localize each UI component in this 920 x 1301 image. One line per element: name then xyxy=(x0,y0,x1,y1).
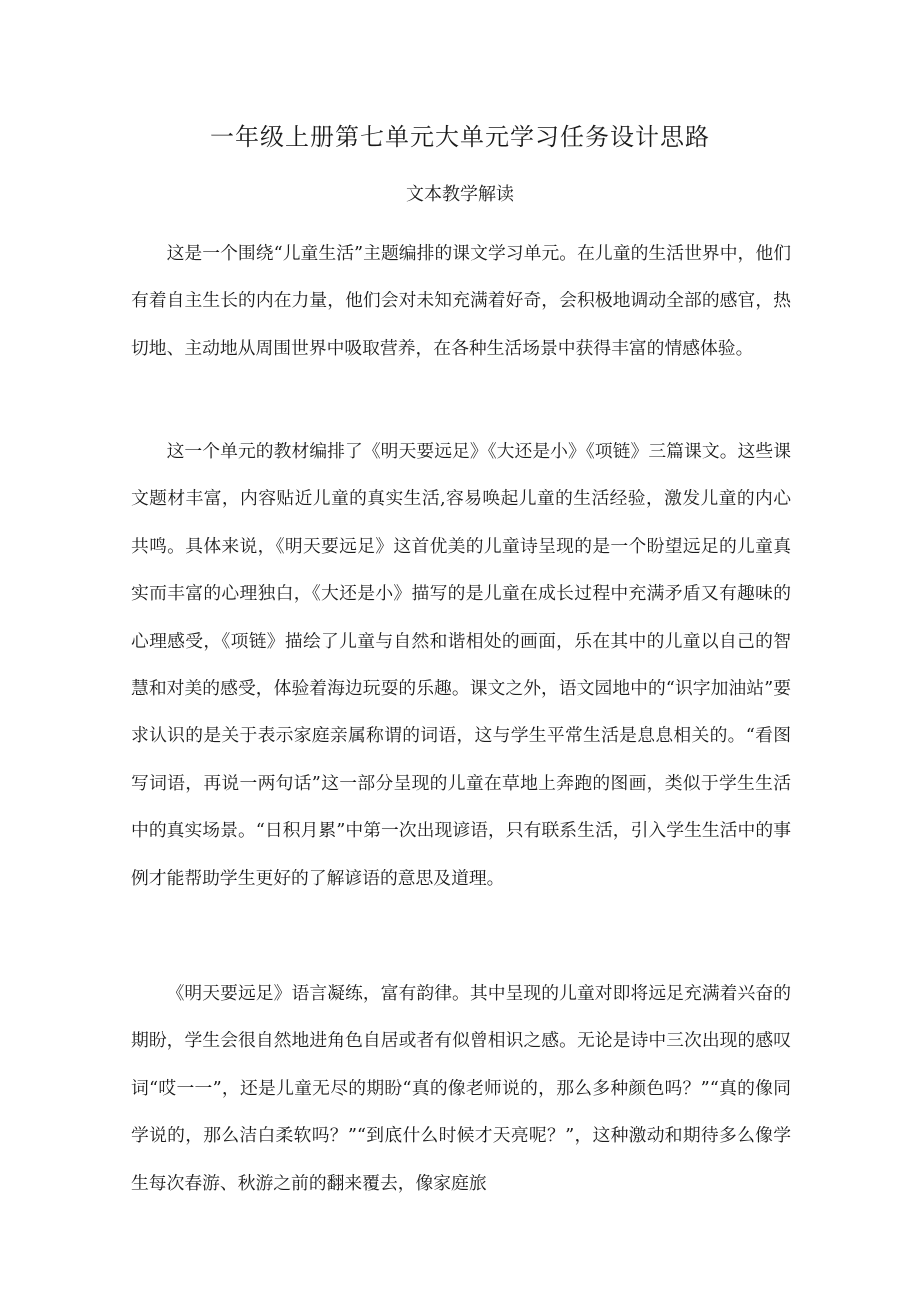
paragraph-1: 这是一个围绕“儿童生活”主题编排的课文学习单元。在儿童的生活世界中，他们有着自主生长的内在力量，他们会对未知充满着好奇，会积极地调动全部的感官，热切地、主动地从周围世界中吸取营养，在各种生活场景中获得丰富的情感体验。 xyxy=(131,243,791,359)
paragraph-3: 《明天要远足》语言凝练，富有韵律。其中呈现的儿童对即将远足充满着兴奋的期盼，学生会很自然地进角色自居或者有似曾相识之感。无论是诗中三次出现的感叹词“哎一一”，还是儿童无尽的期盼“真的像老师说的，那么多种颜色吗？”“真的像同学说的，那么洁白柔软吗？”“到底什么时候才天亮呢？”，这种激动和期待多么像学生每次春游、秋游之前的翻来覆去，像家庭旅 xyxy=(131,983,791,1194)
document-title: 一年级上册第七单元大单元学习任务设计思路 xyxy=(210,123,710,151)
paragraph-2: 这一个单元的教材编排了《明天要远足》《大还是小》《项链》三篇课文。这些课文题材丰富，内容贴近儿童的真实生活,容易唤起儿童的生活经验，激发儿童的内心共鸣。具体来说，《明天要远足》这首优美的儿童诗呈现的是一个盼望远足的儿童真实而丰富的心理独白，《大还是小》描写的是儿童在成长过程中充满矛盾又有趣味的心理感受，《项链》描绘了儿童与自然和谐相处的画面，乐在其中的儿童以自己的智慧和对美的感受，体验着海边玩耍的乐趣。课文之外，语文园地中的“识字加油站”要求认识的是关于表示家庭亲属称谓的词语，这与学生平常生活是息息相关的。“看图写词语，再说一两句话”这一部分呈现的儿童在草地上奔跑的图画，类似于学生生活中的真实场景。“日积月累”中第一次出现谚语，只有联系生活，引入学生生活中的事例才能帮助学生更好的了解谚语的意思及道理。 xyxy=(131,441,791,889)
document-subtitle: 文本教学解读 xyxy=(406,184,514,205)
